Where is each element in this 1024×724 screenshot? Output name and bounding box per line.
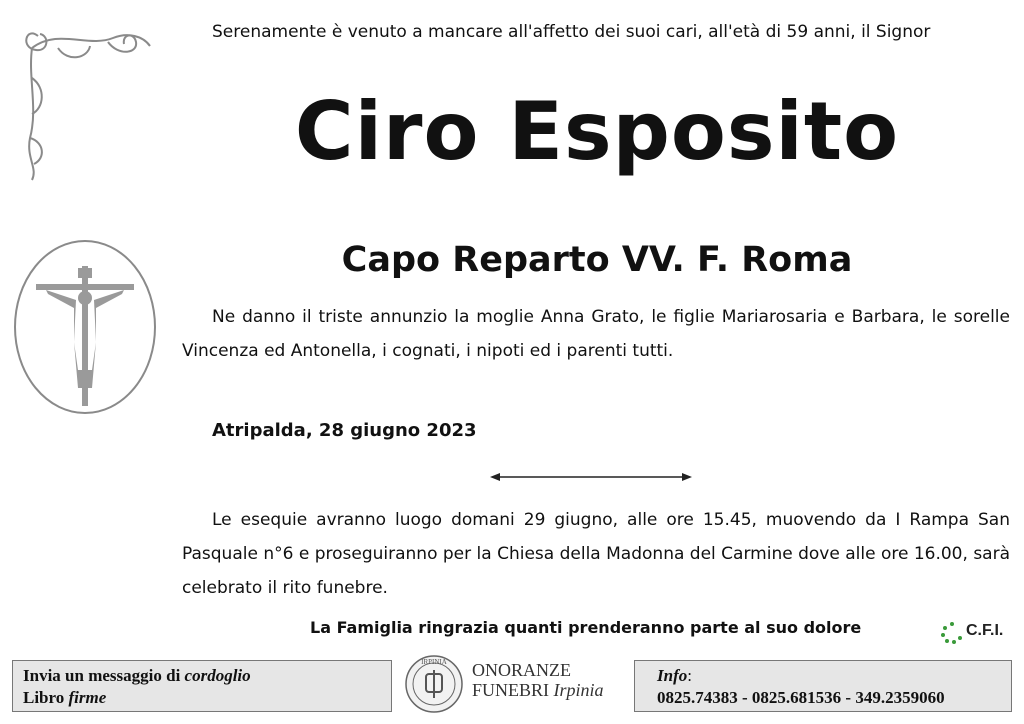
condolence-link[interactable]: Invia un messaggio di cordoglio — [23, 666, 251, 685]
deceased-role: Capo Reparto VV. F. Roma — [341, 240, 853, 280]
info-box — [634, 660, 1012, 712]
deceased-name: Ciro Esposito — [294, 85, 900, 178]
company-name: ONORANZE FUNEBRI Irpinia — [472, 660, 604, 700]
guestbook-link[interactable]: Libro firme — [23, 688, 107, 707]
thanks-line: La Famiglia ringrazia quanti prenderanno parte al suo dolore — [310, 618, 862, 637]
intro-text: Serenamente è venuto a mancare all'affetto dei suoi cari, all'età di 59 anni, il Signor — [212, 22, 931, 42]
place-date: Atripalda, 28 giugno 2023 — [212, 420, 477, 441]
phone-numbers: 0825.74383 - 0825.681536 - 349.2359060 — [657, 688, 945, 707]
condolence-box[interactable] — [12, 660, 392, 712]
announcement-paragraph: Ne danno il triste annunzio la moglie Anna Grato, le figlie Mariarosaria e Barbara, le sorelle Vincenza ed Antonella, i cognati, i nipoti ed i parenti tutti. — [182, 307, 1010, 361]
info-label: Info: — [657, 666, 692, 685]
seal-text: IRPINIA — [421, 658, 447, 666]
funeral-paragraph: Le esequie avranno luogo domani 29 giugno, alle ore 15.45, muovendo da I Rampa San Pasquale n°6 e proseguiranno per la Chiesa della Madonna del Carmine dove alle ore 16.00, sarà celebrato il rito funebre. — [182, 510, 1010, 598]
cfi-logo-text: C.F.I. — [966, 622, 1004, 639]
seal-logo-icon — [404, 650, 464, 716]
double-arrow-divider-icon — [488, 470, 694, 484]
